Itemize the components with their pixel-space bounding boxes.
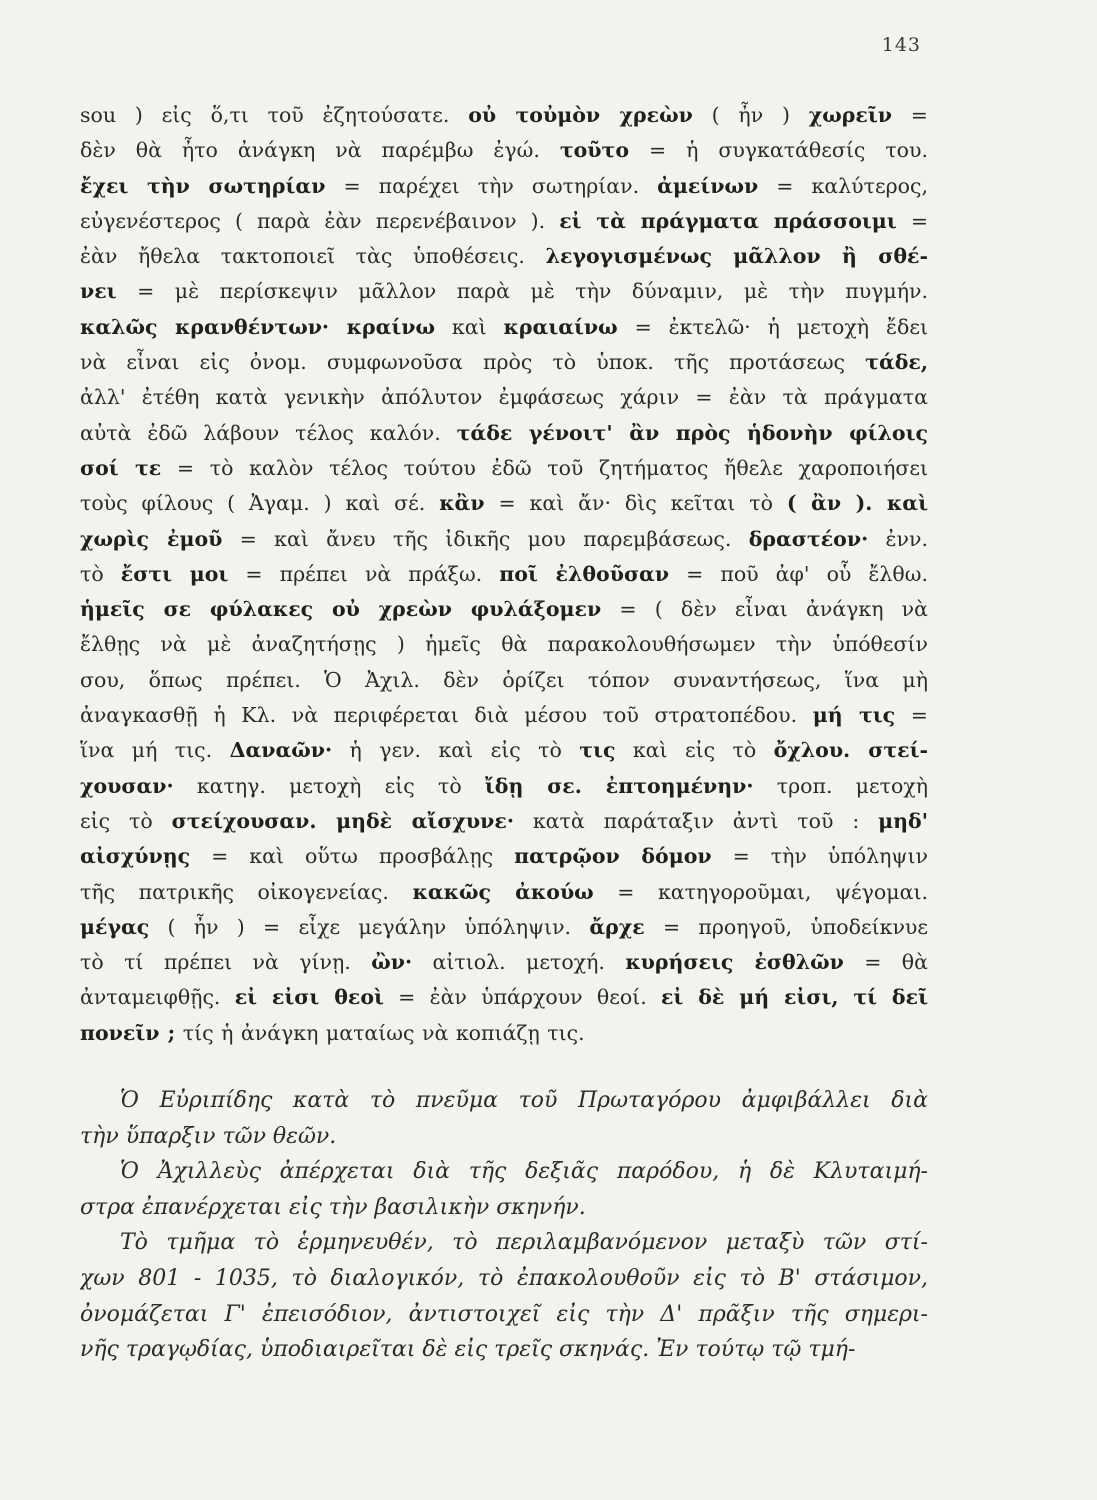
gloss-text: τοὺς φίλους ( Ἀγαμ. ) καὶ σέ. (80, 491, 440, 516)
commentary-block (80, 98, 928, 1051)
commentary-line (80, 980, 928, 1015)
gloss-text: τίς ἡ ἀνάγκη ματαίως νὰ κοπιάζῃ τις. (175, 1020, 585, 1045)
gloss-text: = ( δὲν εἶναι ἀνάγκη νὰ (601, 597, 928, 622)
lemma-term: τάδε γένοιτ' ἂν πρὸς ἡδονὴν φίλοις (456, 420, 928, 445)
commentary-line (80, 380, 928, 415)
commentary-line (80, 769, 928, 804)
lemma-term: Δαναῶν· (229, 738, 333, 763)
gloss-text: κατὰ παράταξιν ἀντὶ τοῦ : (513, 808, 879, 833)
lemma-term: ἄρχε (589, 914, 645, 939)
lemma-term: εἰ εἰσι θεοὶ (234, 985, 384, 1010)
commentary-line (80, 663, 928, 698)
commentary-line (80, 169, 928, 204)
lemma-term: αἰσχύνῃς (80, 844, 191, 869)
gloss-text: = κατηγοροῦμαι, ψέγομαι. (593, 879, 928, 904)
gloss-text: καὶ εἰς τὸ (615, 738, 774, 763)
lemma-term: κακῶς ἀκούω (412, 879, 594, 904)
commentary-line (80, 133, 928, 168)
commentary-line (80, 910, 928, 945)
commentary-line (80, 1016, 928, 1051)
gloss-text: = καὶ ἄν· δὶς κεῖται τὸ (484, 491, 787, 516)
commentary-line (80, 592, 928, 627)
gloss-text: = ἐκτελῶ· ἡ μετοχὴ ἔδει (617, 314, 928, 339)
lemma-term: ( ἂν ). καὶ (786, 491, 928, 516)
lemma-term: λεγογισμένως μᾶλλον ἢ σθέ- (545, 244, 928, 269)
intro-line: Ὁ Εὐριπίδης κατὰ τὸ πνεῦμα τοῦ Πρωταγόρου ἀμφιβάλλει διὰ (120, 1088, 928, 1113)
commentary-line (80, 627, 928, 662)
gloss-text: νὰ εἶναι εἰς ὀνομ. συμφωνοῦσα πρὸς τὸ ὑποκ. τῆς προτάσεως (80, 350, 866, 375)
gloss-text: κατηγ. μετοχὴ εἰς τὸ (173, 773, 485, 798)
gloss-text: σου, ὅπως πρέπει. Ὁ Ἀχιλ. δὲν ὁρίζει τόπον συναντήσεως, ἵνα μὴ (80, 667, 928, 692)
gloss-text: = παρέχει τὴν σωτηρίαν. (325, 173, 658, 198)
gloss-text: = καλύτερος, (758, 173, 928, 198)
intro-line: ὀνομάζεται Γ' ἐπεισόδιον, ἀντιστοιχεῖ εἰς τὴν Δ' πρᾶξιν τῆς σημερι- (80, 1301, 928, 1327)
gloss-text: τροπ. μετοχὴ (753, 773, 928, 798)
lemma-term: ἔστι μοι (120, 561, 229, 586)
gloss-text: = τὸ καλὸν τέλος τούτου ἐδῶ τοῦ ζητήματος ἤθελε χαροποιήσει (161, 455, 928, 480)
gloss-text: sou ) εἰς ὅ,τι τοῦ ἐζητούσατε. (80, 103, 469, 127)
gloss-text: = ποῦ ἀφ' οὗ ἔλθω. (669, 561, 928, 586)
intro-line: τὴν ὕπαρξιν τῶν θεῶν. (80, 1123, 337, 1149)
lemma-term: κυρήσεις ἐσθλῶν (625, 950, 844, 975)
gloss-text: = (895, 703, 928, 728)
commentary-line (80, 522, 928, 557)
lemma-term: νει (80, 279, 117, 304)
introduction-block (80, 1083, 928, 1368)
gloss-text: δὲν θὰ ἦτο ἀνάγκη νὰ παρέμβω ἐγώ. (80, 138, 560, 163)
lemma-term: ποῖ ἐλθοῦσαν (499, 561, 670, 586)
lemma-term: δραστέον· (748, 526, 869, 551)
lemma-term: τις (579, 738, 616, 763)
commentary-line (80, 839, 928, 874)
lemma-term: ὄχλου. στεί- (773, 738, 928, 763)
lemma-term: πατρῷον δόμον (514, 844, 712, 869)
gloss-text: τῆς πατρικῆς οἰκογενείας. (80, 879, 413, 904)
gloss-text: = θὰ (843, 950, 928, 975)
intro-line: Τὸ τμῆμα τὸ ἑρμηνευθέν, τὸ περιλαμβανόμενον μεταξὺ τῶν στί- (120, 1230, 928, 1256)
gloss-text: αἰτιολ. μετοχή. (412, 950, 626, 975)
lemma-term: καλῶς κρανθέντων· κραίνω (80, 314, 436, 339)
gloss-text: καὶ (435, 314, 504, 339)
commentary-line (80, 945, 928, 980)
gloss-text: εὐγενέστερος ( παρὰ ἐὰν περενέβαινον ). (80, 208, 560, 233)
gloss-text: = καὶ οὕτω προσβάλῃς (190, 844, 515, 869)
gloss-text: ( ἦν ) = εἶχε μεγάλην ὑπόληψιν. (149, 914, 590, 939)
gloss-text: τὸ τί πρέπει νὰ γίνῃ. (80, 950, 372, 975)
gloss-text: ἵνα μή τις. (80, 738, 230, 763)
intro-line: νῆς τραγῳδίας, ὑποδιαιρεῖται δὲ εἰς τρεῖς σκηνάς. Ἐν τούτῳ τῷ τμή- (80, 1337, 856, 1363)
gloss-text: = (892, 103, 928, 127)
gloss-text: εἰς τὸ (80, 808, 172, 833)
gloss-text: ἡ γεν. καὶ εἰς τὸ (332, 738, 580, 763)
gloss-text: = τὴν ὑπόληψιν (711, 844, 928, 869)
commentary-line (80, 804, 928, 839)
lemma-term: χωρὶς ἐμοῦ (80, 526, 223, 551)
lemma-term: τοῦτο (559, 138, 630, 163)
gloss-text: ἐνν. (868, 526, 928, 551)
commentary-line (80, 204, 928, 239)
commentary-line (80, 875, 928, 910)
lemma-term: ἔχει τὴν σωτηρίαν (80, 173, 326, 198)
lemma-term: ἀμείνων (657, 173, 759, 198)
gloss-text: ( ἦν ) (692, 103, 809, 127)
commentary-line (80, 486, 928, 521)
gloss-text: = ἐὰν ὑπάρχουν θεοί. (383, 985, 661, 1010)
lemma-term: οὐ τοὐμὸν χρεὼν (468, 103, 693, 127)
intro-line: Ὁ Ἀχιλλεὺς ἀπέρχεται διὰ τῆς δεξιᾶς παρόδου, ἡ δὲ Κλυταιμή- (120, 1159, 928, 1185)
lemma-term: μή τις (812, 703, 896, 728)
commentary-line (80, 416, 928, 451)
gloss-text: ἀναγκασθῇ ἡ Κλ. νὰ περιφέρεται διὰ μέσου τοῦ στρατοπέδου. (80, 703, 813, 728)
lemma-term: χωρεῖν (808, 103, 893, 127)
lemma-term: στείχουσαν. μηδὲ αἴσχυνε· (171, 808, 514, 833)
gloss-text: τὸ (80, 561, 121, 586)
lemma-term: μέγας (80, 914, 150, 939)
lemma-term: κἂν (439, 491, 485, 516)
gloss-text: αὐτὰ ἐδῶ λάβουν τέλος καλόν. (80, 420, 457, 445)
lemma-term: πονεῖν ; (80, 1020, 176, 1045)
gloss-text: = καὶ ἄνευ τῆς ἰδικῆς μου παρεμβάσεως. (222, 526, 749, 551)
commentary-line (80, 274, 928, 309)
gloss-text: = προηγοῦ, ὑποδείκνυε (644, 914, 928, 939)
lemma-term: κραιαίνω (503, 314, 618, 339)
commentary-line (80, 698, 928, 733)
intro-line: στρα ἐπανέρχεται εἰς τὴν βασιλικὴν σκηνήν. (80, 1194, 586, 1220)
gloss-text: ἔλθῃς νὰ μὲ ἀναζητήσῃς ) ἡμεῖς θὰ παρακολουθήσωμεν τὴν ὑπόθεσίν (80, 632, 928, 657)
commentary-line (80, 310, 928, 345)
commentary-line (80, 98, 928, 133)
gloss-text: = μὲ περίσκεψιν μᾶλλον παρὰ μὲ τὴν δύναμιν, μὲ τὴν πυγμήν. (116, 279, 928, 304)
gloss-text: ἀνταμειφθῇς. (80, 985, 235, 1010)
commentary-line (80, 451, 928, 486)
commentary-line (80, 557, 928, 592)
lemma-term: μηδ' (878, 808, 928, 833)
lemma-term: εἰ τὰ πράγματα πράσσοιμι (559, 208, 897, 233)
commentary-line (80, 239, 928, 274)
intro-line: χων 801 - 1035, τὸ διαλογικόν, τὸ ἐπακολουθοῦν εἰς τὸ Β' στάσιμον, (80, 1265, 928, 1291)
lemma-term: ἡμεῖς σε φύλακες οὐ χρεὼν φυλάξομεν (80, 597, 602, 622)
lemma-term: τάδε, (865, 350, 928, 375)
gloss-text: = πρέπει νὰ πράξω. (228, 561, 500, 586)
page-number: 143 (881, 34, 921, 56)
lemma-term: ὢν· (371, 950, 413, 975)
gloss-text: ἐὰν ἤθελα τακτοποιεῖ τὰς ὑποθέσεις. (80, 244, 546, 269)
gloss-text: = ἡ συγκατάθεσίς του. (629, 138, 928, 163)
lemma-term: εἰ δὲ μή εἰσι, τί δεῖ (660, 985, 928, 1010)
lemma-term: σοί τε (80, 455, 162, 480)
commentary-line (80, 733, 928, 768)
commentary-line (80, 345, 928, 380)
lemma-term: χουσαν· (80, 773, 174, 798)
lemma-term: ἴδῃ σε. ἐπτοημένην· (484, 773, 754, 798)
gloss-text: = (896, 208, 928, 233)
gloss-text: ἀλλ' ἐτέθη κατὰ γενικὴν ἀπόλυτον ἐμφάσεως χάριν = ἐὰν τὰ πράγματα (80, 385, 928, 410)
